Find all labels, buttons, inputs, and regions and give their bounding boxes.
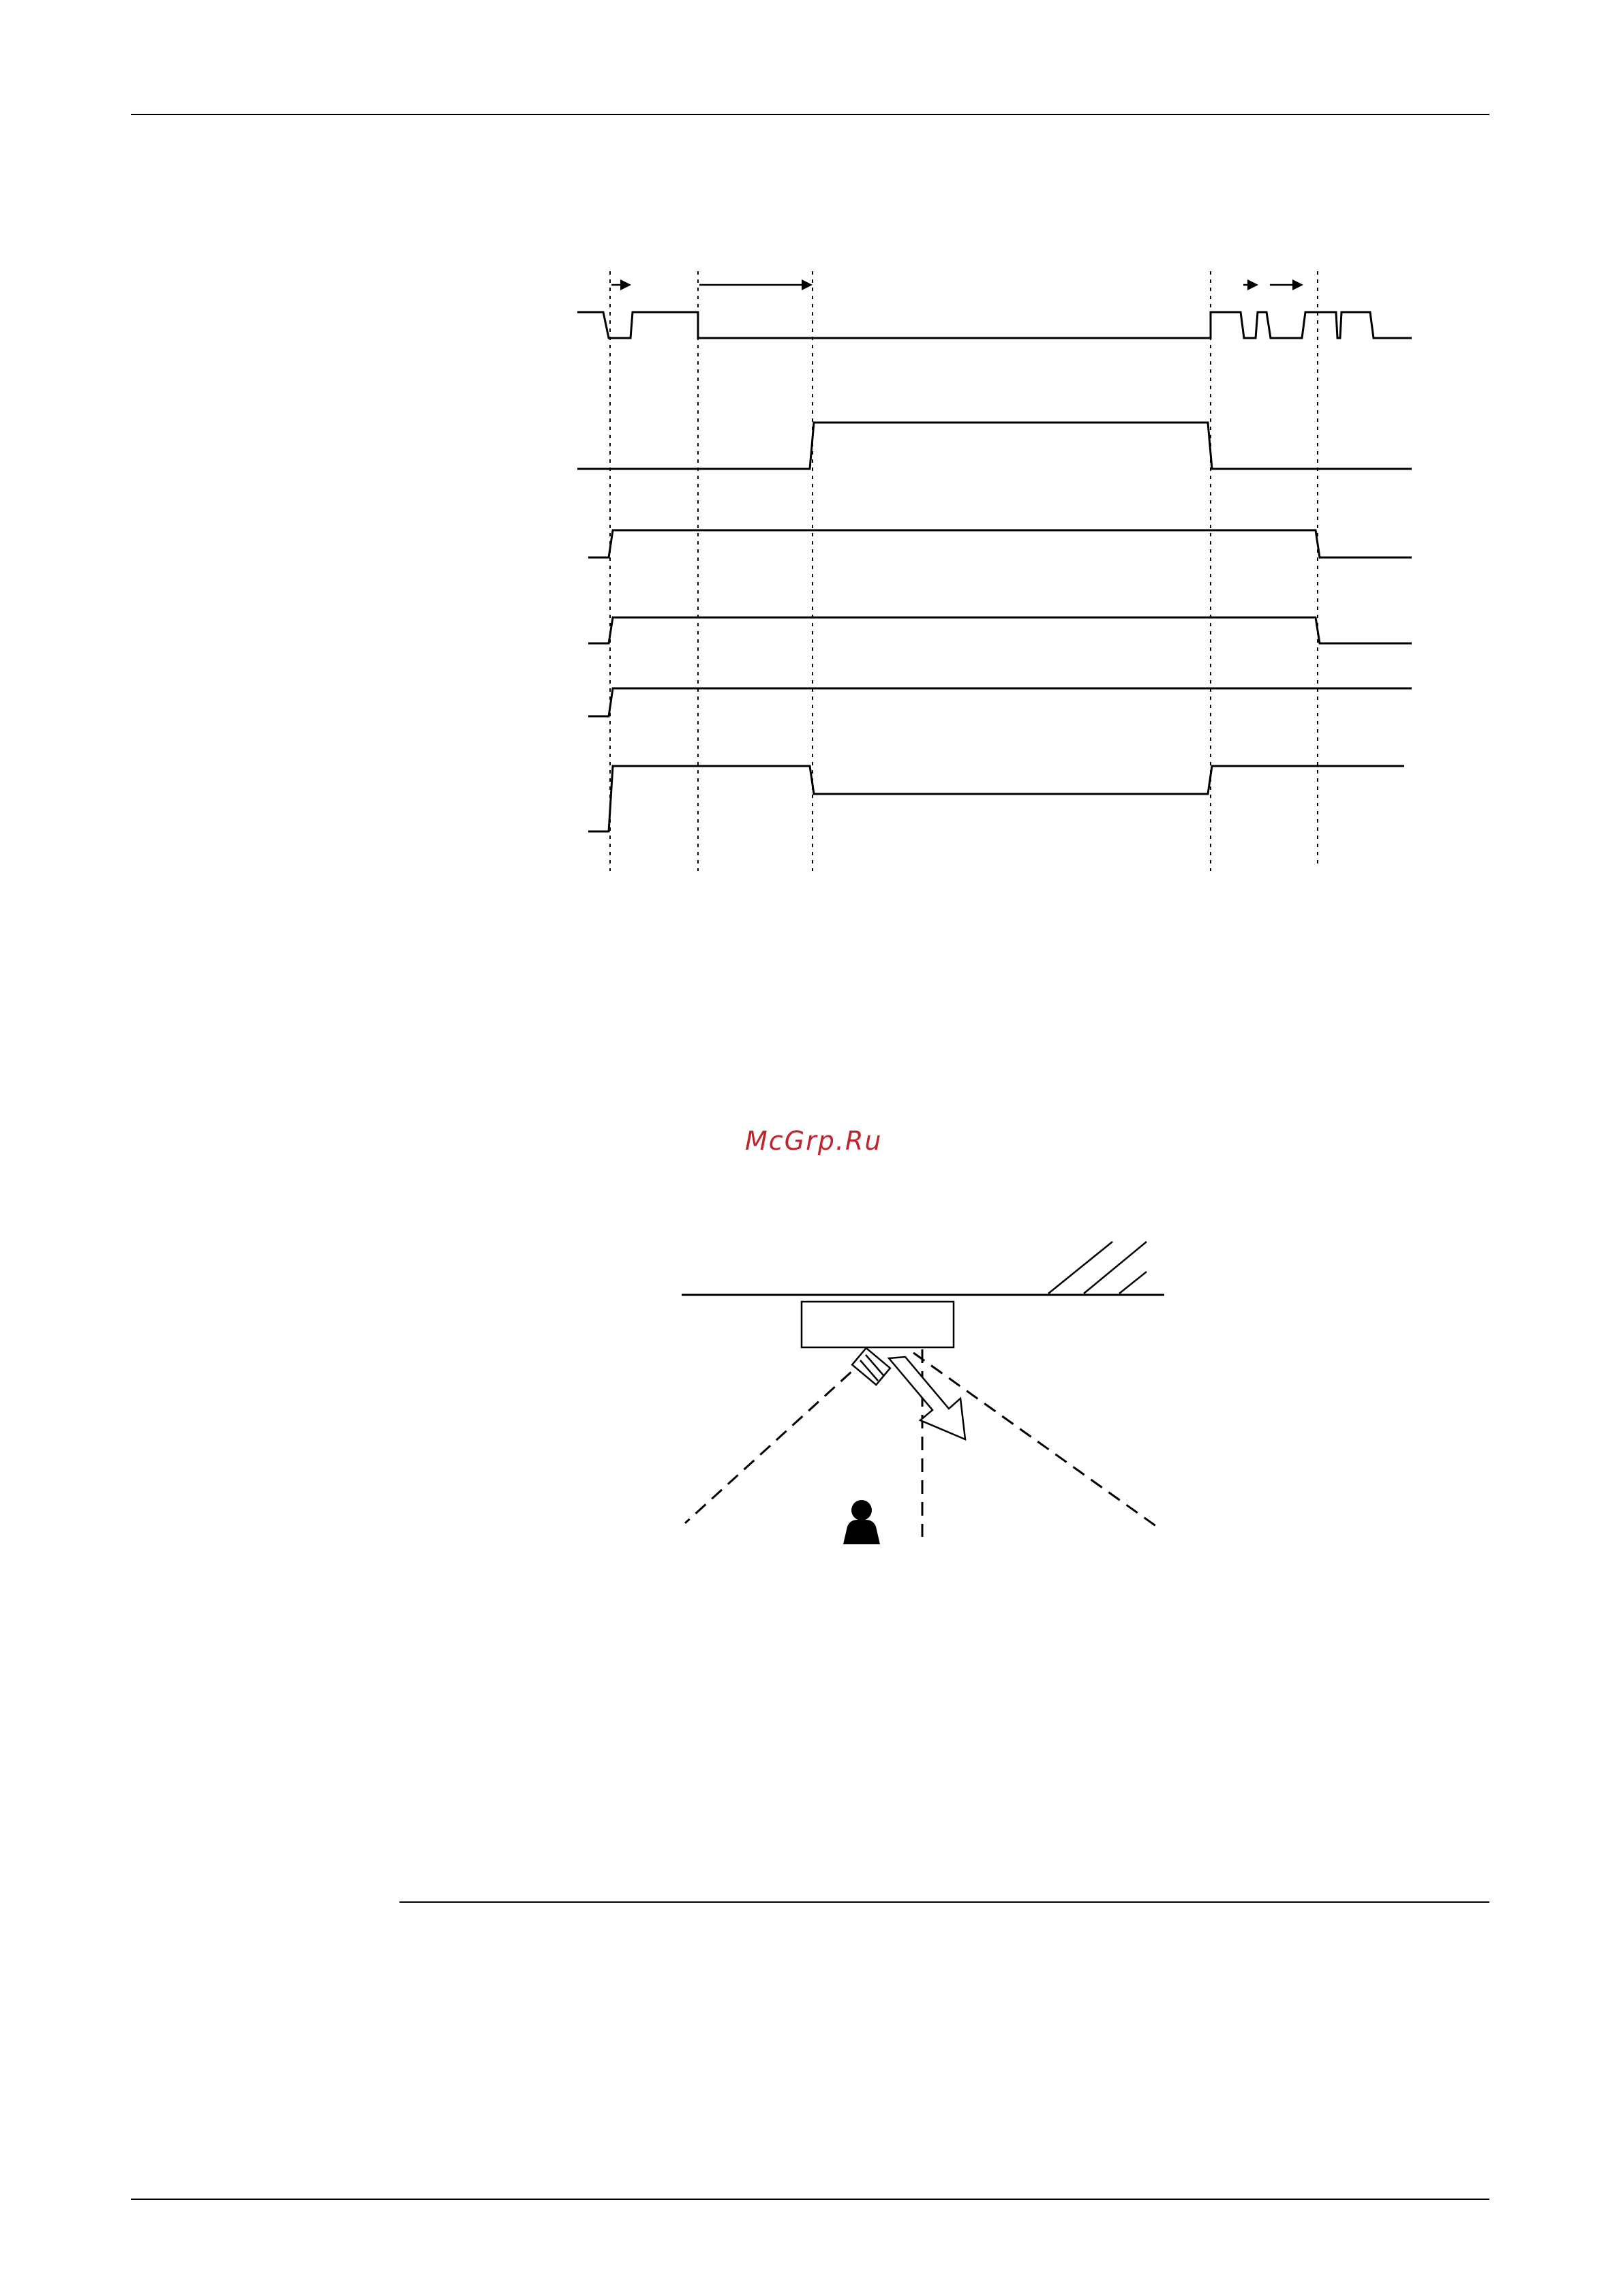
installation-diagram bbox=[682, 1242, 1164, 1544]
signal-6-waveform bbox=[588, 766, 1404, 831]
signal-3-waveform bbox=[588, 530, 1412, 557]
person-icon bbox=[843, 1500, 880, 1544]
ceiling-unit bbox=[802, 1302, 954, 1347]
interval-arrow-4-head bbox=[1292, 279, 1303, 290]
interval-arrow-1-head bbox=[620, 279, 631, 290]
interval-arrow-2-head bbox=[802, 279, 813, 290]
signal-1-waveform bbox=[577, 312, 1412, 338]
interval-arrows bbox=[611, 279, 1303, 290]
interval-arrow-3-head bbox=[1247, 279, 1258, 290]
signal-5-waveform bbox=[588, 688, 1412, 716]
sensor-head bbox=[852, 1348, 890, 1385]
ceiling-hatch bbox=[1048, 1242, 1147, 1294]
coverage-line-left bbox=[685, 1358, 867, 1523]
timing-diagram bbox=[577, 271, 1412, 871]
direction-arrow bbox=[889, 1357, 965, 1439]
time-markers bbox=[610, 271, 1318, 871]
signal-4-waveform bbox=[588, 617, 1412, 643]
watermark-text: McGrp.Ru bbox=[745, 1126, 883, 1156]
signal-2-waveform bbox=[577, 423, 1412, 469]
coverage-line-right bbox=[913, 1353, 1162, 1530]
